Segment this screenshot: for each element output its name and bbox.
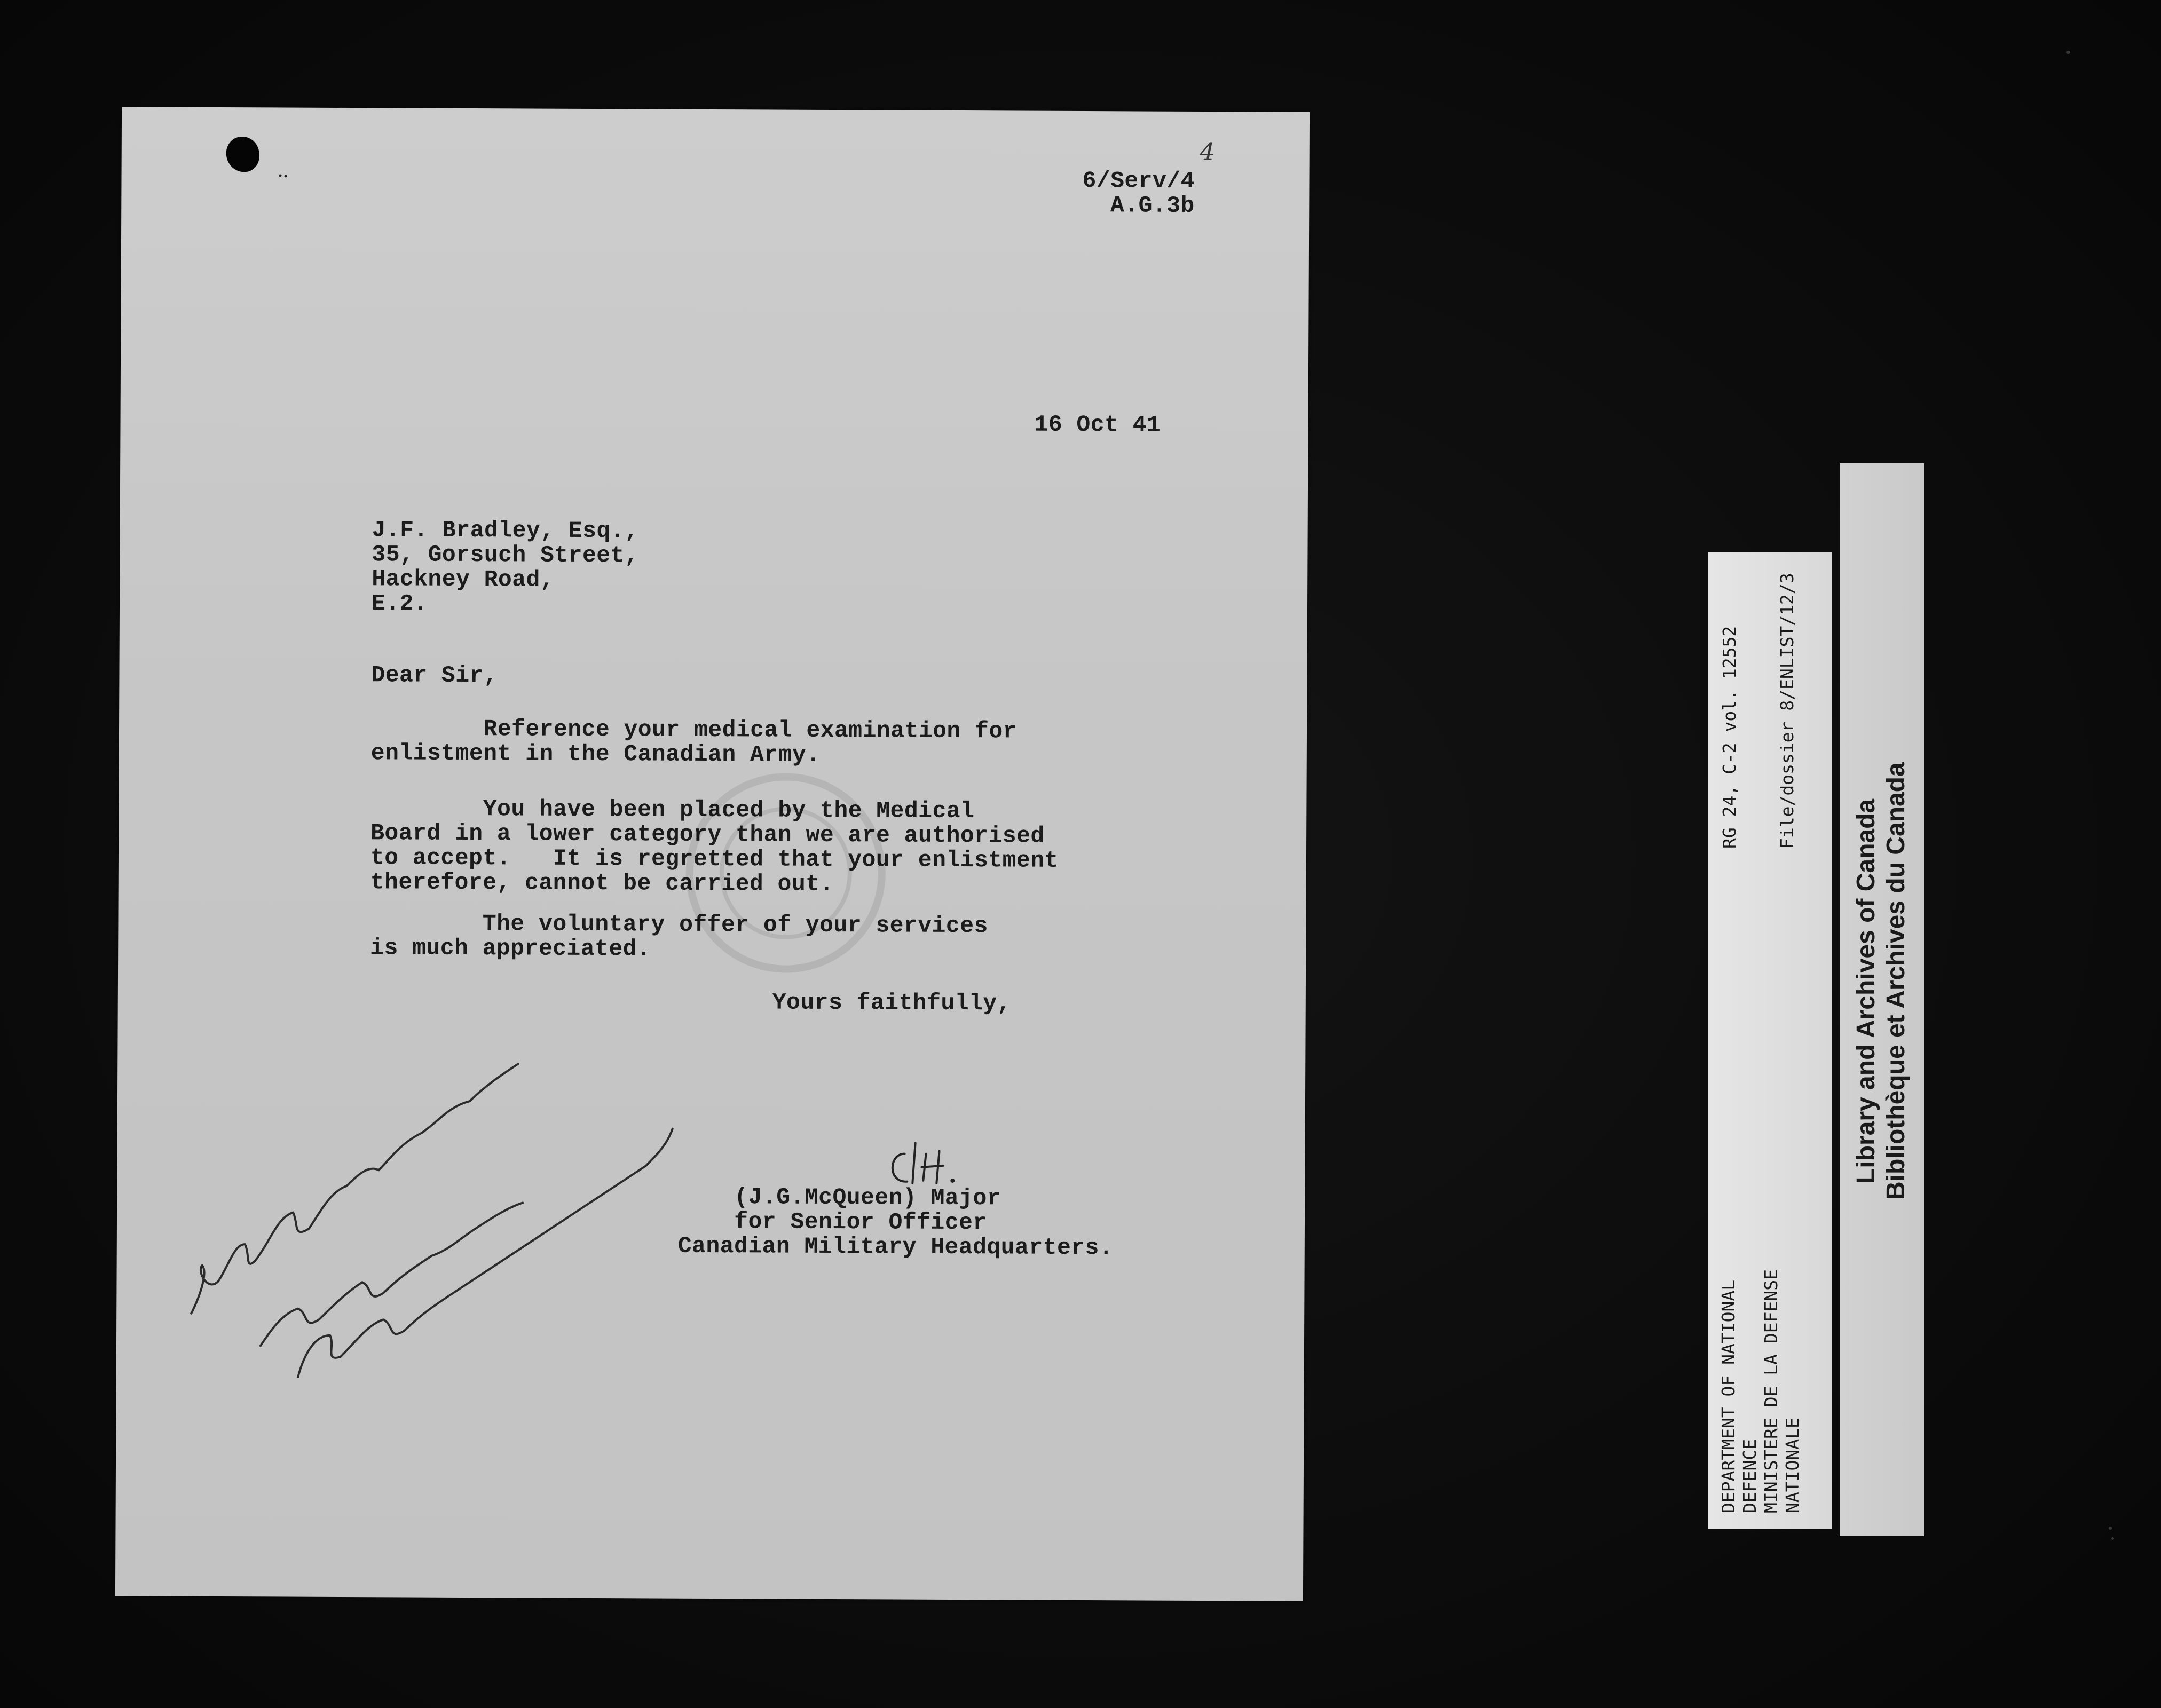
letter-date: 16 Oct 41 [1034, 411, 1161, 438]
salutation: Dear Sir, [371, 662, 498, 689]
body-paragraph: You have been placed by the Medical Board in a lower category than we are authorised to accept. It is regretted that your enlistment therefore, cannot be carried out. [370, 795, 1059, 897]
dust-speck [2109, 1527, 2112, 1530]
faint-stamp-icon [679, 761, 893, 986]
archive-reference-card [1708, 552, 1832, 1529]
institution-name-en: Library and Archives of Canada [1852, 798, 1880, 1184]
recipient-address: J.F. Bradley, Esq., 35, Gorsuch Street, Hackney Road, E.2. [371, 517, 639, 617]
page-number: 4 [1200, 138, 1215, 166]
dust-speck [2066, 51, 2070, 54]
department-label: DEPARTMENT OF NATIONAL DEFENCE MINISTERE DE LA DEFENSE NATIONALE [1718, 1269, 1803, 1513]
closing: Yours faithfully, [772, 989, 1012, 1017]
punch-hole [226, 137, 259, 172]
institution-name-fr: Bibliothèque et Archives du Canada [1882, 762, 1910, 1200]
file-reference: 6/Serv/4 A.G.3b [1082, 168, 1195, 219]
signature-block: (J.G.McQueen) Major for Senior Officer Canadian Military Headquarters. [677, 1183, 1114, 1261]
dust-speck [2111, 1537, 2114, 1540]
ink-speck [279, 174, 290, 177]
body-paragraph: The voluntary offer of your services is much appreciated. [370, 910, 988, 962]
archive-institution-card [1840, 463, 1924, 1536]
letter-sheet [115, 107, 1310, 1601]
body-paragraph: Reference your medical examination for enlistment in the Canadian Army. [370, 715, 1018, 768]
handwritten-note-icon [170, 1015, 679, 1380]
record-group-label: RG 24, C-2 vol. 12552 [1719, 626, 1740, 849]
file-dossier-label: File/dossier 8/ENLIST/12/3 [1777, 573, 1797, 849]
